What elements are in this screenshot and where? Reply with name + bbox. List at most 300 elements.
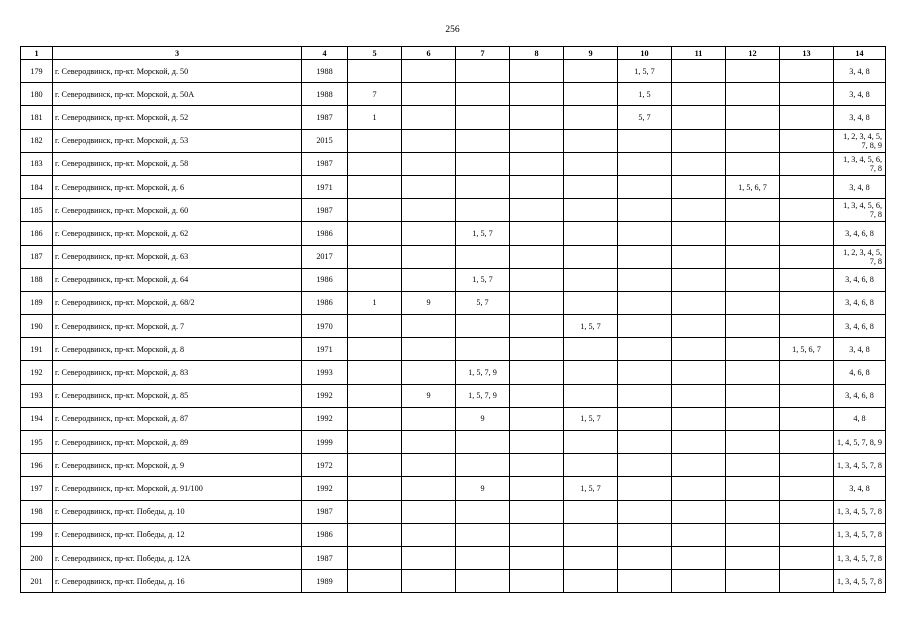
table-cell xyxy=(564,129,618,152)
table-cell xyxy=(564,175,618,198)
table-cell xyxy=(780,268,834,291)
table-cell: 1987 xyxy=(302,106,348,129)
table-cell: 1, 3, 4, 5, 6, 7, 8 xyxy=(834,152,886,175)
table-cell xyxy=(402,60,456,83)
table-cell xyxy=(726,407,780,430)
table-cell xyxy=(510,407,564,430)
table-cell xyxy=(780,454,834,477)
table-cell xyxy=(456,152,510,175)
table-cell xyxy=(564,454,618,477)
table-cell xyxy=(672,315,726,338)
table-cell xyxy=(618,454,672,477)
table-cell xyxy=(672,291,726,314)
table-cell xyxy=(618,361,672,384)
table-cell xyxy=(510,338,564,361)
table-cell xyxy=(348,315,402,338)
table-cell xyxy=(618,407,672,430)
address-cell: г. Северодвинск, пр-кт. Морской, д. 87 xyxy=(53,407,302,430)
table-cell xyxy=(726,199,780,222)
address-cell: г. Северодвинск, пр-кт. Морской, д. 63 xyxy=(53,245,302,268)
table-cell: 1971 xyxy=(302,175,348,198)
column-header: 5 xyxy=(348,47,402,60)
table-cell: 1, 5 xyxy=(618,83,672,106)
table-cell: 3, 4, 6, 8 xyxy=(834,315,886,338)
table-row xyxy=(21,407,886,430)
column-header: 4 xyxy=(302,47,348,60)
table-cell xyxy=(672,500,726,523)
table-cell: 3, 4, 8 xyxy=(834,60,886,83)
row-number-cell: 185 xyxy=(21,199,53,222)
row-number-cell: 190 xyxy=(21,315,53,338)
table-cell xyxy=(780,83,834,106)
table-cell xyxy=(402,268,456,291)
table-cell xyxy=(780,500,834,523)
table-row xyxy=(21,245,886,268)
table-cell: 1986 xyxy=(302,222,348,245)
table-body xyxy=(21,60,886,593)
table-cell: 9 xyxy=(456,477,510,500)
table-row xyxy=(21,546,886,569)
table-cell xyxy=(456,570,510,593)
table-cell: 1, 5, 7 xyxy=(456,222,510,245)
table-cell xyxy=(780,175,834,198)
table-cell xyxy=(726,152,780,175)
table-cell xyxy=(510,570,564,593)
address-cell: г. Северодвинск, пр-кт. Морской, д. 6 xyxy=(53,175,302,198)
row-number-cell: 184 xyxy=(21,175,53,198)
table-cell xyxy=(402,570,456,593)
row-number-cell: 194 xyxy=(21,407,53,430)
table-cell: 1, 5, 6, 7 xyxy=(726,175,780,198)
table-row xyxy=(21,106,886,129)
table-cell xyxy=(780,477,834,500)
table-cell xyxy=(780,361,834,384)
table-cell xyxy=(564,523,618,546)
table-cell xyxy=(456,500,510,523)
table-cell: 1987 xyxy=(302,199,348,222)
table-cell xyxy=(618,291,672,314)
table-cell xyxy=(672,407,726,430)
row-number-cell: 179 xyxy=(21,60,53,83)
table-row xyxy=(21,291,886,314)
table-cell xyxy=(726,338,780,361)
address-cell: г. Северодвинск, пр-кт. Морской, д. 64 xyxy=(53,268,302,291)
table-cell xyxy=(456,199,510,222)
address-cell: г. Северодвинск, пр-кт. Морской, д. 83 xyxy=(53,361,302,384)
table-cell xyxy=(672,60,726,83)
table-cell xyxy=(780,199,834,222)
table-cell: 1, 2, 3, 4, 5, 7, 8 xyxy=(834,245,886,268)
table-cell xyxy=(726,546,780,569)
table-cell: 1, 5, 7 xyxy=(564,477,618,500)
table-cell xyxy=(618,245,672,268)
table-cell: 1 xyxy=(348,106,402,129)
table-cell xyxy=(510,152,564,175)
table-cell xyxy=(726,222,780,245)
table-cell xyxy=(672,477,726,500)
table-cell: 2015 xyxy=(302,129,348,152)
address-cell: г. Северодвинск, пр-кт. Морской, д. 53 xyxy=(53,129,302,152)
address-cell: г. Северодвинск, пр-кт. Морской, д. 91/100 xyxy=(53,477,302,500)
table-cell xyxy=(510,268,564,291)
table-cell xyxy=(618,129,672,152)
table-row xyxy=(21,431,886,454)
table-cell: 1, 2, 3, 4, 5, 7, 8, 9 xyxy=(834,129,886,152)
table-cell xyxy=(348,431,402,454)
table-cell xyxy=(564,245,618,268)
table-cell xyxy=(510,83,564,106)
column-header: 10 xyxy=(618,47,672,60)
table-cell xyxy=(510,315,564,338)
address-cell: г. Северодвинск, пр-кт. Морской, д. 68/2 xyxy=(53,291,302,314)
table-cell: 4, 6, 8 xyxy=(834,361,886,384)
address-cell: г. Северодвинск, пр-кт. Морской, д. 89 xyxy=(53,431,302,454)
table-cell xyxy=(726,129,780,152)
table-cell: 1, 5, 7 xyxy=(564,407,618,430)
row-number-cell: 200 xyxy=(21,546,53,569)
row-number-cell: 180 xyxy=(21,83,53,106)
table-row xyxy=(21,129,886,152)
row-number-cell: 183 xyxy=(21,152,53,175)
table-cell xyxy=(348,407,402,430)
table-cell xyxy=(456,245,510,268)
table-cell: 1987 xyxy=(302,500,348,523)
table-cell xyxy=(618,199,672,222)
table-cell xyxy=(348,199,402,222)
column-header: 3 xyxy=(53,47,302,60)
table-cell: 1988 xyxy=(302,60,348,83)
table-cell xyxy=(618,152,672,175)
table-cell xyxy=(402,129,456,152)
row-number-cell: 201 xyxy=(21,570,53,593)
address-cell: г. Северодвинск, пр-кт. Морской, д. 50 xyxy=(53,60,302,83)
table-cell xyxy=(672,199,726,222)
table-row xyxy=(21,338,886,361)
table-cell xyxy=(510,546,564,569)
table-cell xyxy=(348,222,402,245)
table-cell xyxy=(402,315,456,338)
table-cell xyxy=(726,454,780,477)
row-number-cell: 182 xyxy=(21,129,53,152)
table-cell: 3, 4, 6, 8 xyxy=(834,291,886,314)
row-number-cell: 195 xyxy=(21,431,53,454)
table-cell xyxy=(618,338,672,361)
table-cell xyxy=(456,83,510,106)
table-cell xyxy=(510,175,564,198)
column-header: 14 xyxy=(834,47,886,60)
table-cell xyxy=(564,338,618,361)
table-cell xyxy=(672,245,726,268)
table-cell: 1986 xyxy=(302,268,348,291)
table-cell xyxy=(780,106,834,129)
table-cell xyxy=(564,199,618,222)
table-cell: 1, 4, 5, 7, 8, 9 xyxy=(834,431,886,454)
table-cell xyxy=(564,222,618,245)
table-cell xyxy=(618,384,672,407)
table-cell xyxy=(618,570,672,593)
table-row xyxy=(21,500,886,523)
table-cell: 1, 5, 7, 9 xyxy=(456,384,510,407)
table-cell xyxy=(564,500,618,523)
table-cell: 1, 3, 4, 5, 7, 8 xyxy=(834,523,886,546)
table-cell xyxy=(618,500,672,523)
table-cell xyxy=(348,570,402,593)
table-cell xyxy=(456,60,510,83)
table-header xyxy=(21,47,886,60)
table-cell xyxy=(672,83,726,106)
table-cell xyxy=(618,315,672,338)
row-number-cell: 193 xyxy=(21,384,53,407)
column-header: 8 xyxy=(510,47,564,60)
table-cell: 7 xyxy=(348,83,402,106)
table-cell xyxy=(348,477,402,500)
address-cell: г. Северодвинск, пр-кт. Морской, д. 52 xyxy=(53,106,302,129)
column-header: 7 xyxy=(456,47,510,60)
table-cell: 1987 xyxy=(302,152,348,175)
table-cell xyxy=(618,523,672,546)
table-cell xyxy=(564,384,618,407)
table-cell xyxy=(348,454,402,477)
table-cell xyxy=(402,245,456,268)
table-cell: 1, 3, 4, 5, 7, 8 xyxy=(834,546,886,569)
table-cell xyxy=(564,60,618,83)
table-cell xyxy=(510,222,564,245)
table-row xyxy=(21,454,886,477)
table-cell xyxy=(726,315,780,338)
table-cell xyxy=(726,477,780,500)
table-row xyxy=(21,315,886,338)
table-cell xyxy=(780,523,834,546)
table-row xyxy=(21,477,886,500)
address-cell: г. Северодвинск, пр-кт. Морской, д. 8 xyxy=(53,338,302,361)
table-cell xyxy=(402,500,456,523)
table-row xyxy=(21,175,886,198)
table-cell xyxy=(780,315,834,338)
table-cell xyxy=(564,83,618,106)
address-cell: г. Северодвинск, пр-кт. Морской, д. 60 xyxy=(53,199,302,222)
table-row xyxy=(21,83,886,106)
table-cell xyxy=(672,338,726,361)
table-cell xyxy=(672,546,726,569)
table-cell: 5, 7 xyxy=(618,106,672,129)
table-cell: 9 xyxy=(402,291,456,314)
table-cell: 3, 4, 6, 8 xyxy=(834,384,886,407)
row-number-cell: 192 xyxy=(21,361,53,384)
row-number-cell: 187 xyxy=(21,245,53,268)
column-header: 6 xyxy=(402,47,456,60)
table-row xyxy=(21,268,886,291)
table-cell xyxy=(402,361,456,384)
table-cell: 4, 8 xyxy=(834,407,886,430)
table-cell: 1972 xyxy=(302,454,348,477)
table-cell xyxy=(726,60,780,83)
table-cell xyxy=(402,477,456,500)
table-cell xyxy=(456,315,510,338)
table-cell xyxy=(564,361,618,384)
address-cell: г. Северодвинск, пр-кт. Морской, д. 85 xyxy=(53,384,302,407)
table-cell xyxy=(726,570,780,593)
table-row xyxy=(21,361,886,384)
address-cell: г. Северодвинск, пр-кт. Морской, д. 9 xyxy=(53,454,302,477)
table-cell xyxy=(780,222,834,245)
table-cell xyxy=(456,431,510,454)
table-cell: 5, 7 xyxy=(456,291,510,314)
column-header: 1 xyxy=(21,47,53,60)
table-cell xyxy=(402,546,456,569)
table-cell xyxy=(672,222,726,245)
table-cell: 3, 4, 8 xyxy=(834,175,886,198)
table-cell xyxy=(402,407,456,430)
table-cell xyxy=(348,152,402,175)
row-number-cell: 198 xyxy=(21,500,53,523)
table-row xyxy=(21,570,886,593)
table-cell xyxy=(402,431,456,454)
table-cell xyxy=(726,523,780,546)
table-cell: 1, 5, 7 xyxy=(564,315,618,338)
table-cell: 3, 4, 8 xyxy=(834,106,886,129)
table-cell xyxy=(672,268,726,291)
table-cell: 3, 4, 8 xyxy=(834,338,886,361)
table-cell xyxy=(618,431,672,454)
table-cell xyxy=(456,175,510,198)
table-cell xyxy=(402,83,456,106)
table-cell xyxy=(780,570,834,593)
table-cell xyxy=(510,477,564,500)
table-cell: 1, 3, 4, 5, 7, 8 xyxy=(834,570,886,593)
table-cell: 3, 4, 8 xyxy=(834,83,886,106)
table-cell xyxy=(348,384,402,407)
table-cell xyxy=(672,152,726,175)
table-cell xyxy=(348,60,402,83)
table-cell xyxy=(564,106,618,129)
table-cell xyxy=(348,129,402,152)
table-cell xyxy=(402,222,456,245)
table-cell xyxy=(780,152,834,175)
table-cell xyxy=(510,500,564,523)
table-cell xyxy=(672,175,726,198)
table-cell xyxy=(510,523,564,546)
table-row xyxy=(21,60,886,83)
address-cell: г. Северодвинск, пр-кт. Морской, д. 62 xyxy=(53,222,302,245)
table-cell: 3, 4, 6, 8 xyxy=(834,268,886,291)
row-number-cell: 191 xyxy=(21,338,53,361)
table-cell xyxy=(672,106,726,129)
table-cell xyxy=(618,477,672,500)
table-cell xyxy=(510,60,564,83)
table-cell xyxy=(348,500,402,523)
table-cell xyxy=(348,546,402,569)
table-cell xyxy=(564,268,618,291)
table-cell xyxy=(456,106,510,129)
table-cell xyxy=(726,291,780,314)
table-cell xyxy=(348,361,402,384)
table-cell: 1988 xyxy=(302,83,348,106)
table-cell xyxy=(348,245,402,268)
table-cell xyxy=(618,268,672,291)
table-cell: 1, 3, 4, 5, 7, 8 xyxy=(834,454,886,477)
header-row xyxy=(21,47,886,60)
table-cell xyxy=(726,500,780,523)
table-row xyxy=(21,199,886,222)
table-cell xyxy=(510,245,564,268)
table-cell xyxy=(672,431,726,454)
table-cell: 1989 xyxy=(302,570,348,593)
table-cell xyxy=(348,268,402,291)
table-cell xyxy=(510,431,564,454)
table-cell: 1992 xyxy=(302,407,348,430)
table-cell xyxy=(564,431,618,454)
table-cell: 1992 xyxy=(302,384,348,407)
table-cell xyxy=(780,60,834,83)
table-cell xyxy=(780,546,834,569)
table-cell: 9 xyxy=(402,384,456,407)
table-cell: 1986 xyxy=(302,291,348,314)
table-cell xyxy=(618,175,672,198)
table-cell xyxy=(510,129,564,152)
table-cell: 1987 xyxy=(302,546,348,569)
table-cell: 3, 4, 6, 8 xyxy=(834,222,886,245)
table-cell xyxy=(726,431,780,454)
table-row xyxy=(21,523,886,546)
table-cell: 1, 5, 6, 7 xyxy=(780,338,834,361)
address-cell: г. Северодвинск, пр-кт. Морской, д. 50А xyxy=(53,83,302,106)
table-cell xyxy=(402,152,456,175)
table-cell xyxy=(402,175,456,198)
table-cell xyxy=(402,523,456,546)
table-cell xyxy=(456,129,510,152)
table-cell xyxy=(780,431,834,454)
column-header: 13 xyxy=(780,47,834,60)
row-number-cell: 189 xyxy=(21,291,53,314)
table-cell xyxy=(672,129,726,152)
table-cell xyxy=(510,384,564,407)
table-cell: 1, 3, 4, 5, 7, 8 xyxy=(834,500,886,523)
table-cell xyxy=(780,384,834,407)
address-cell: г. Северодвинск, пр-кт. Морской, д. 58 xyxy=(53,152,302,175)
table-cell xyxy=(726,245,780,268)
column-header: 9 xyxy=(564,47,618,60)
table-cell xyxy=(726,268,780,291)
table-cell xyxy=(510,361,564,384)
data-table xyxy=(20,46,886,593)
table-cell xyxy=(564,570,618,593)
table-cell xyxy=(564,152,618,175)
table-cell xyxy=(510,106,564,129)
table-cell xyxy=(672,523,726,546)
table-cell xyxy=(402,199,456,222)
table-cell xyxy=(456,454,510,477)
address-cell: г. Северодвинск, пр-кт. Победы, д. 16 xyxy=(53,570,302,593)
table-cell xyxy=(672,384,726,407)
table-cell xyxy=(564,291,618,314)
table-cell: 2017 xyxy=(302,245,348,268)
table-cell xyxy=(672,454,726,477)
row-number-cell: 186 xyxy=(21,222,53,245)
table-cell xyxy=(726,106,780,129)
table-cell xyxy=(510,454,564,477)
row-number-cell: 197 xyxy=(21,477,53,500)
table-cell xyxy=(402,454,456,477)
table-cell: 1970 xyxy=(302,315,348,338)
table-cell xyxy=(456,523,510,546)
table-cell xyxy=(780,245,834,268)
row-number-cell: 181 xyxy=(21,106,53,129)
row-number-cell: 199 xyxy=(21,523,53,546)
address-cell: г. Северодвинск, пр-кт. Морской, д. 7 xyxy=(53,315,302,338)
table-cell xyxy=(510,291,564,314)
table-cell: 1992 xyxy=(302,477,348,500)
table-cell xyxy=(780,291,834,314)
